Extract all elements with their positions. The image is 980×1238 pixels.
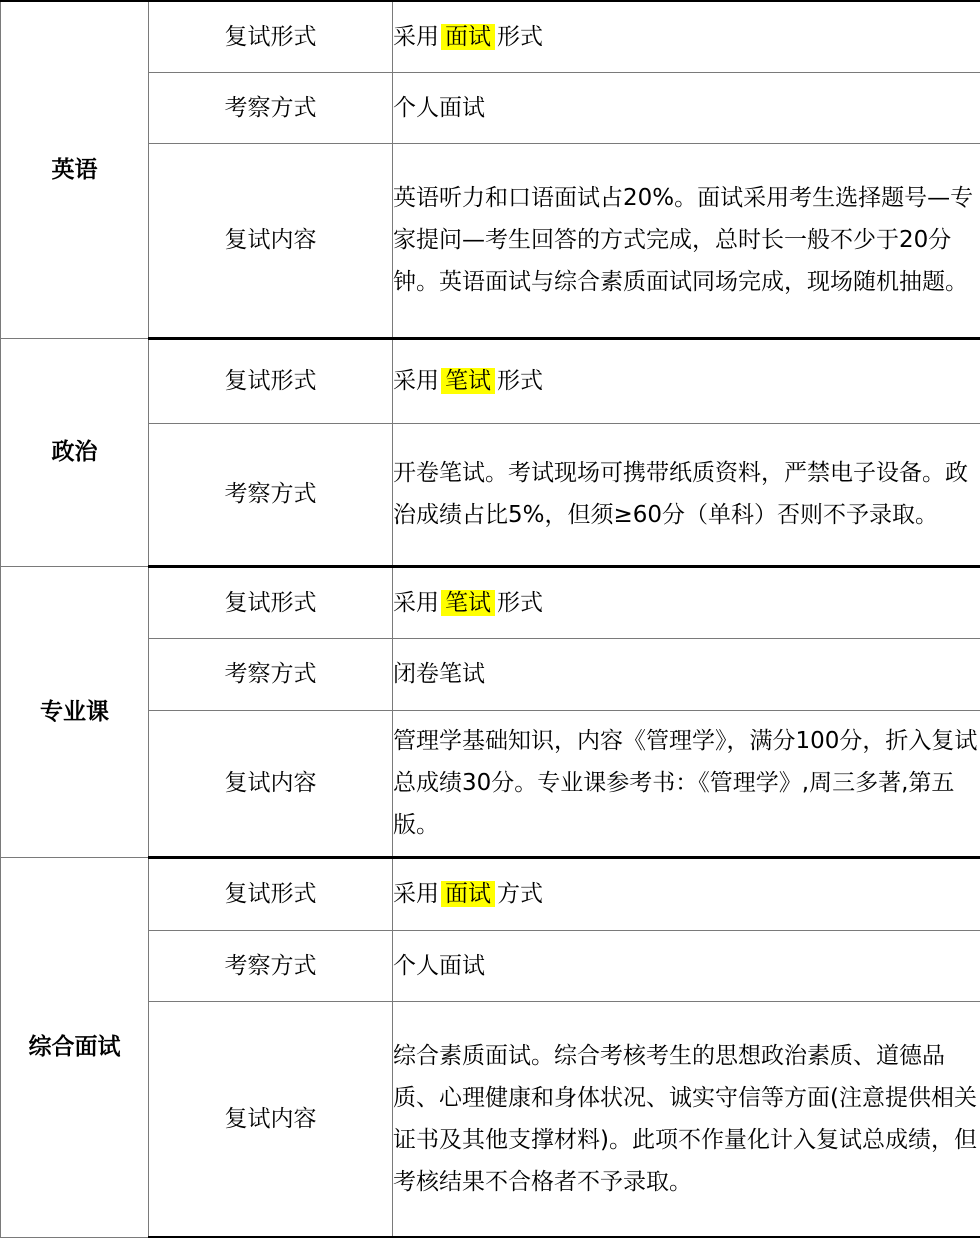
- row-label-content: 复试内容: [149, 143, 393, 338]
- highlight-mark: 面试: [441, 24, 495, 50]
- format-prefix: 采用: [393, 881, 439, 907]
- row-content-method: 个人面试: [393, 72, 980, 143]
- subject-major: 专业课: [1, 566, 149, 857]
- row-content-details: 综合素质面试。综合考核考生的思想政治素质、道德品质、心理健康和身体状况、诚实守信等方面(注意提供相关证书及其他支撑材料)。此项不作量化计入复试总成绩，但考核结果不合格者不予录取。: [393, 1001, 980, 1237]
- row-content-method: 个人面试: [393, 930, 980, 1001]
- table-row: [1, 857, 980, 930]
- row-label-method: 考察方式: [149, 72, 393, 143]
- format-suffix: 方式: [497, 881, 543, 907]
- row-label-method: 考察方式: [149, 638, 393, 710]
- row-label-method: 考察方式: [149, 930, 393, 1001]
- row-label-format: 复试形式: [149, 338, 393, 423]
- highlight-mark: 笔试: [441, 368, 495, 394]
- row-content-format: [393, 857, 980, 930]
- format-prefix: 采用: [393, 24, 439, 50]
- row-content-details: 英语听力和口语面试占20%。面试采用考生选择题号—专家提问—考生回答的方式完成，总时长一般不少于20分钟。英语面试与综合素质面试同场完成，现场随机抽题。: [393, 143, 980, 338]
- table-row: [1, 566, 980, 638]
- subject-english: 英语: [1, 1, 149, 338]
- format-prefix: 采用: [393, 368, 439, 394]
- row-label-format: 复试形式: [149, 857, 393, 930]
- row-label-format: 复试形式: [149, 566, 393, 638]
- row-label-format: 复试形式: [149, 1, 393, 72]
- row-content-details: 管理学基础知识，内容《管理学》，满分100分，折入复试总成绩30分。专业课参考书：《管理学》,周三多著,第五版。: [393, 710, 980, 857]
- format-prefix: 采用: [393, 590, 439, 616]
- row-label-content: 复试内容: [149, 1001, 393, 1237]
- row-content-format: [393, 338, 980, 423]
- table-row: [1, 1, 980, 72]
- table-row: [1, 338, 980, 423]
- highlight-mark: 笔试: [441, 590, 495, 616]
- row-content-format: [393, 566, 980, 638]
- row-content-method: 开卷笔试。考试现场可携带纸质资料，严禁电子设备。政治成绩占比5%，但须≥60分（单科）否则不予录取。: [393, 423, 980, 566]
- format-suffix: 形式: [497, 368, 543, 394]
- subject-politics: 政治: [1, 338, 149, 566]
- highlight-mark: 面试: [441, 881, 495, 907]
- subject-interview: 综合面试: [1, 857, 149, 1237]
- row-label-method: 考察方式: [149, 423, 393, 566]
- format-suffix: 形式: [497, 590, 543, 616]
- row-content-format: [393, 1, 980, 72]
- format-suffix: 形式: [497, 24, 543, 50]
- row-label-content: 复试内容: [149, 710, 393, 857]
- row-content-method: 闭卷笔试: [393, 638, 980, 710]
